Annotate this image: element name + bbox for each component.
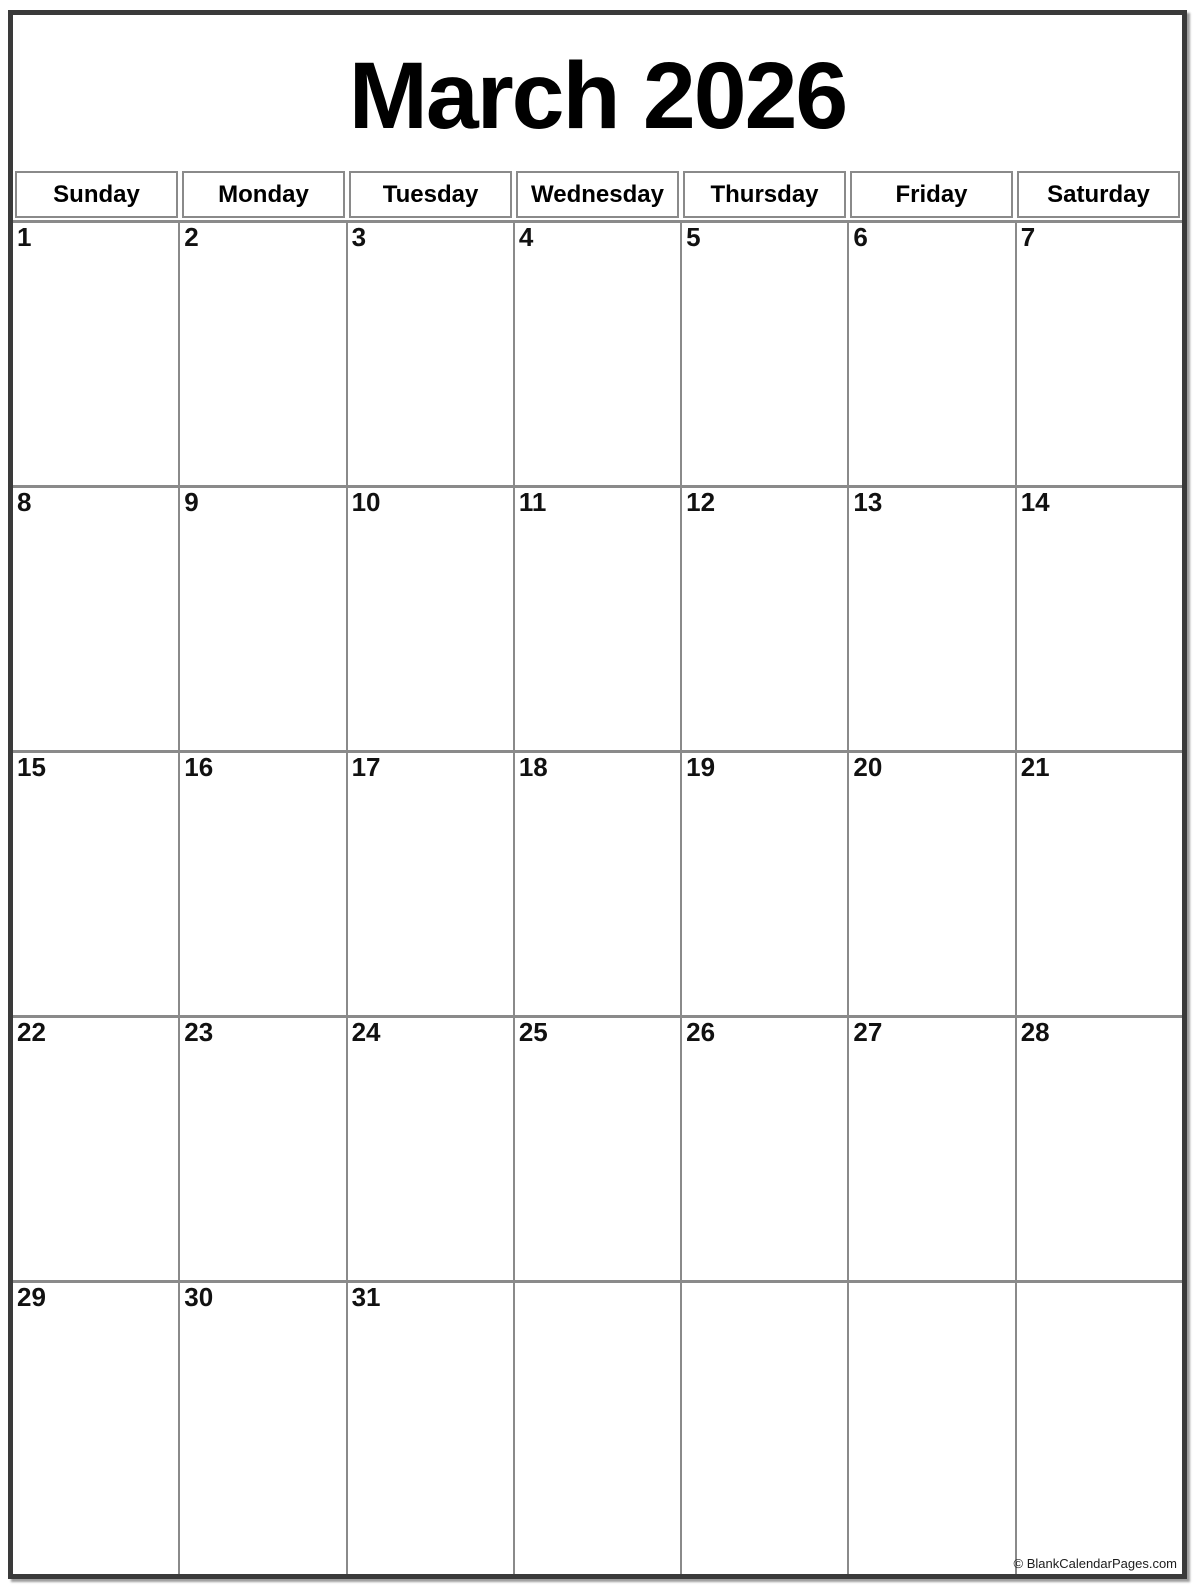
day-number: 19 bbox=[686, 752, 716, 783]
day-number: 14 bbox=[1020, 487, 1050, 518]
day-number: 6 bbox=[853, 222, 868, 252]
title-area bbox=[13, 15, 1182, 171]
day-cell-4 bbox=[515, 223, 680, 485]
day-number: 26 bbox=[686, 1017, 716, 1048]
watermark: © BlankCalendarPages.com bbox=[1013, 1555, 1177, 1571]
day-cell-26 bbox=[682, 1018, 847, 1280]
day-cell-5 bbox=[682, 223, 847, 485]
day-number: 12 bbox=[686, 487, 716, 518]
day-cell-16 bbox=[180, 753, 345, 1015]
day-number: 30 bbox=[184, 1282, 214, 1313]
day-number: 15 bbox=[17, 752, 46, 783]
day-cell-28 bbox=[1017, 1018, 1182, 1280]
day-cell-6 bbox=[849, 223, 1014, 485]
day-number: 29 bbox=[17, 1282, 46, 1313]
weekday-header-monday: Monday bbox=[182, 171, 345, 218]
day-cell-2 bbox=[180, 223, 345, 485]
day-cell-empty bbox=[682, 1283, 847, 1574]
day-cell-14 bbox=[1017, 488, 1182, 750]
day-number: 21 bbox=[1020, 752, 1050, 783]
day-number: 18 bbox=[518, 752, 548, 783]
day-number: 31 bbox=[351, 1282, 381, 1313]
day-number: 1 bbox=[17, 222, 32, 252]
day-cell-empty bbox=[849, 1283, 1014, 1574]
day-cell-21 bbox=[1017, 753, 1182, 1015]
day-cell-31 bbox=[348, 1283, 513, 1574]
day-number: 20 bbox=[853, 752, 883, 783]
calendar-title: March 2026 bbox=[348, 42, 847, 149]
day-cell-22 bbox=[13, 1018, 178, 1280]
day-number: 25 bbox=[518, 1017, 548, 1048]
day-number: 22 bbox=[17, 1017, 46, 1048]
day-cell-3 bbox=[348, 223, 513, 485]
weekday-header-row bbox=[13, 171, 1182, 218]
day-number: 10 bbox=[351, 487, 381, 518]
day-cell-12 bbox=[682, 488, 847, 750]
day-cell-1 bbox=[13, 223, 178, 485]
calendar-grid bbox=[13, 220, 1182, 1574]
day-cell-9 bbox=[180, 488, 345, 750]
day-number: 3 bbox=[351, 222, 367, 252]
day-number: 24 bbox=[351, 1017, 381, 1048]
day-cell-29 bbox=[13, 1283, 178, 1574]
day-number: 13 bbox=[853, 487, 883, 518]
day-number: 28 bbox=[1020, 1017, 1050, 1048]
weekday-header-sunday: Sunday bbox=[15, 171, 178, 218]
day-cell-18 bbox=[515, 753, 680, 1015]
weekday-header-tuesday: Tuesday bbox=[349, 171, 512, 218]
day-cell-8 bbox=[13, 488, 178, 750]
day-cell-10 bbox=[348, 488, 513, 750]
day-cell-empty bbox=[515, 1283, 680, 1574]
day-cell-7 bbox=[1017, 223, 1182, 485]
day-number: 23 bbox=[184, 1017, 214, 1048]
day-number: 7 bbox=[1020, 222, 1036, 252]
day-number: 27 bbox=[853, 1017, 883, 1048]
day-number: 2 bbox=[184, 222, 199, 252]
day-cell-25 bbox=[515, 1018, 680, 1280]
day-cell-15 bbox=[13, 753, 178, 1015]
calendar-page bbox=[8, 10, 1187, 1579]
day-number: 8 bbox=[17, 487, 32, 518]
day-number: 4 bbox=[518, 222, 534, 252]
day-number: 17 bbox=[351, 752, 381, 783]
weekday-header-wednesday: Wednesday bbox=[516, 171, 679, 218]
day-number: 9 bbox=[184, 487, 199, 518]
day-cell-23 bbox=[180, 1018, 345, 1280]
day-cell-30 bbox=[180, 1283, 345, 1574]
day-cell-17 bbox=[348, 753, 513, 1015]
day-cell-11 bbox=[515, 488, 680, 750]
day-cell-27 bbox=[849, 1018, 1014, 1280]
weekday-header-friday: Friday bbox=[850, 171, 1013, 218]
day-number: 16 bbox=[184, 752, 214, 783]
day-number: 11 bbox=[518, 487, 547, 518]
weekday-header-thursday: Thursday bbox=[683, 171, 846, 218]
day-cell-13 bbox=[849, 488, 1014, 750]
weekday-header-saturday: Saturday bbox=[1017, 171, 1180, 218]
day-number: 5 bbox=[686, 222, 701, 252]
day-cell-19 bbox=[682, 753, 847, 1015]
day-cell-empty bbox=[1013, 1283, 1182, 1574]
day-cell-20 bbox=[849, 753, 1014, 1015]
day-cell-24 bbox=[348, 1018, 513, 1280]
